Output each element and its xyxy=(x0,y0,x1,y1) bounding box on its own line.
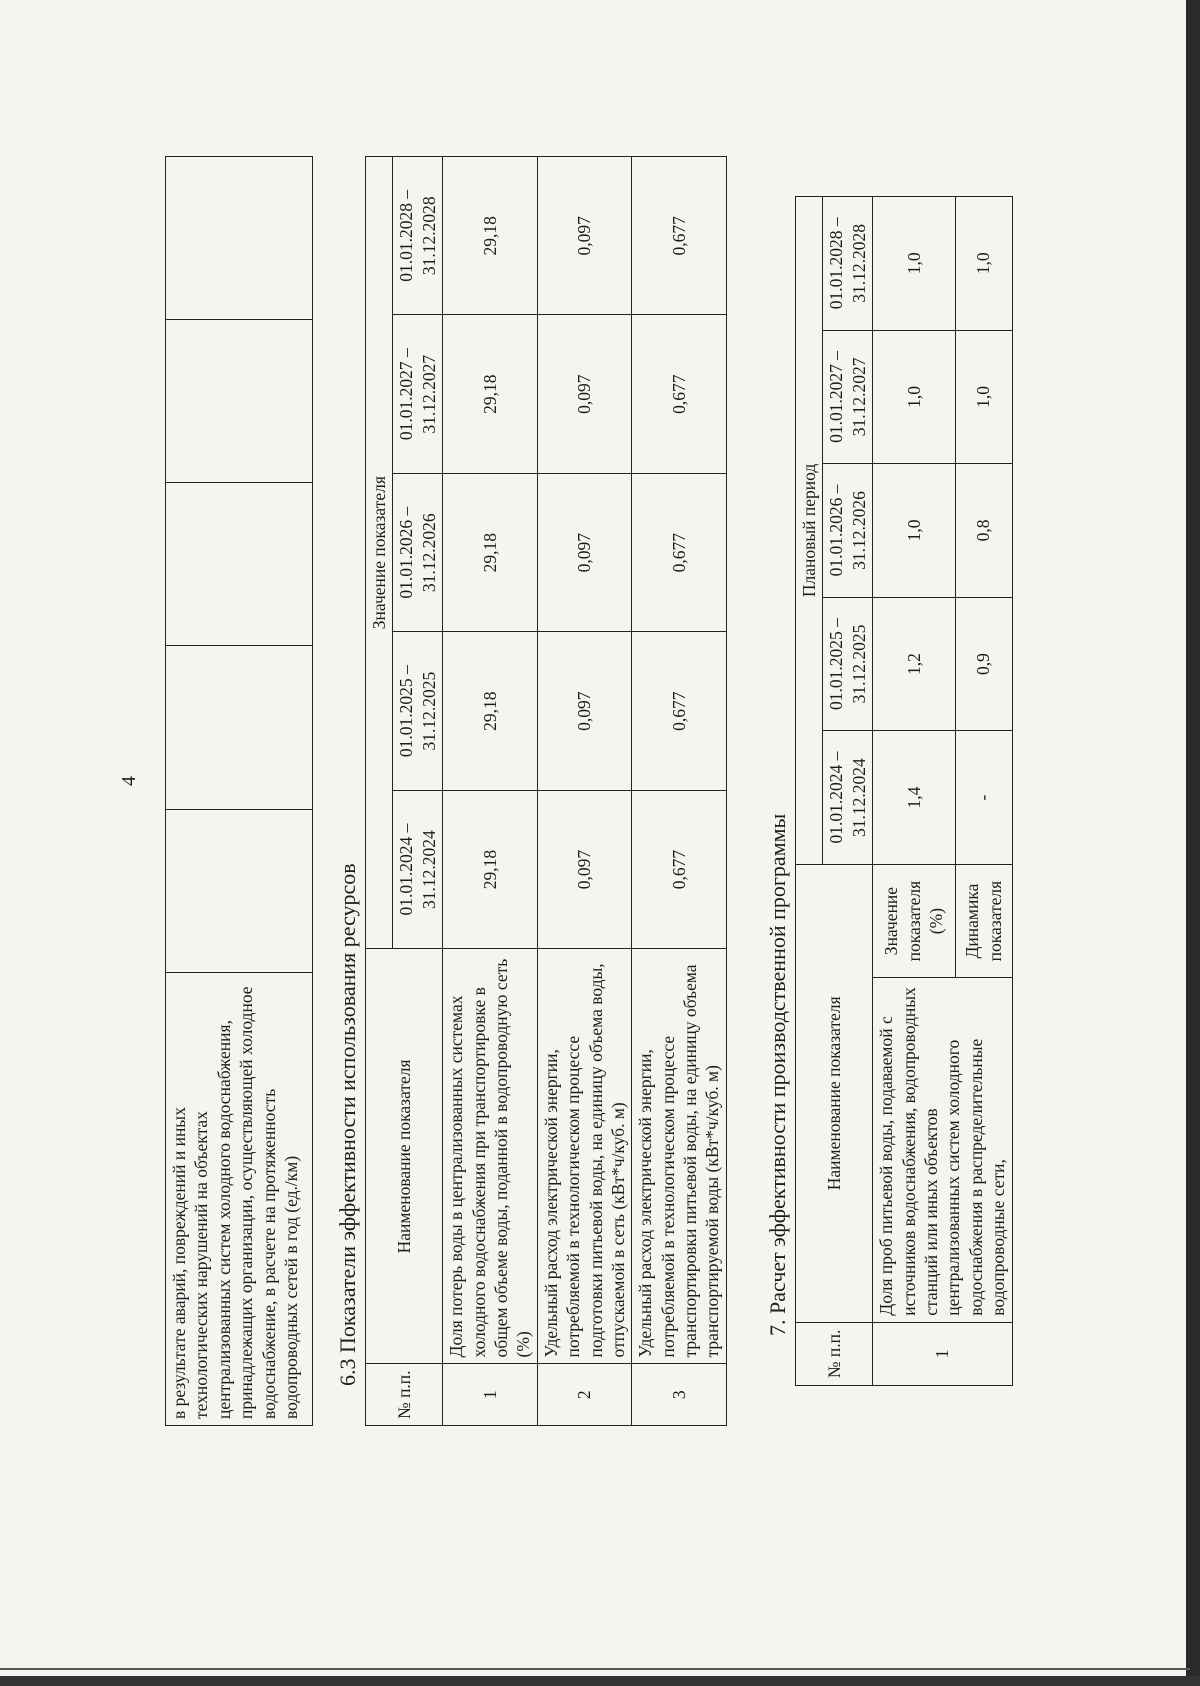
period-header: 01.01.2025 – 31.12.2025 xyxy=(823,597,873,731)
page-number: 4 xyxy=(118,776,140,786)
value-cell: 0,097 xyxy=(537,157,632,316)
section-7-title: 7. Расчет эффективности производственной программы xyxy=(765,813,790,1336)
table-row xyxy=(443,157,538,1426)
scan-edge-right xyxy=(1186,0,1200,1686)
period-header: 01.01.2024 – 31.12.2024 xyxy=(393,790,443,948)
value-cell: 0,677 xyxy=(632,473,727,631)
value-cell: 1,0 xyxy=(955,330,1012,464)
period-header: 01.01.2027 – 31.12.2027 xyxy=(393,315,443,473)
value-cell: - xyxy=(955,731,1012,865)
value-cell: 0,097 xyxy=(537,473,632,631)
value-cell: 1,0 xyxy=(873,197,955,331)
row-name: Доля потерь воды в централизованных системах холодного водоснабжения при транспортировке в общем объеме воды, поданной в водопроводную сеть (%) xyxy=(443,949,538,1364)
value-cell: 1,0 xyxy=(873,464,955,598)
col-name-header: Наименование показателя xyxy=(796,864,873,1322)
period-header: 01.01.2028 – 31.12.2028 xyxy=(823,197,873,331)
value-cell: 29,18 xyxy=(443,790,538,948)
indicator-name-cell: в результате аварий, повреждений и иных технологических нарушений на объектах централизованных систем холодного водоснабжения, принадлежащих организации, осуществляющей холодное водоснабжение, в расчете на протяженность водопроводных сетей в год (ед./км) xyxy=(166,972,313,1425)
row-num: 2 xyxy=(537,1364,632,1426)
value-cell: 1,0 xyxy=(873,330,955,464)
table-header-row xyxy=(366,157,393,1426)
value-cell: 1,0 xyxy=(955,197,1012,331)
empty-cell xyxy=(166,157,313,320)
table-row xyxy=(537,157,632,1426)
value-cell: 0,097 xyxy=(537,632,632,790)
table-row xyxy=(632,157,727,1426)
value-cell: 1,4 xyxy=(873,731,955,865)
value-cell: 1,2 xyxy=(873,597,955,731)
period-header: 01.01.2026 – 31.12.2026 xyxy=(393,473,443,631)
value-cell: 29,18 xyxy=(443,632,538,790)
program-efficiency-table xyxy=(795,196,1013,1386)
section-6-3-title: 6.3 Показатели эффективности использования ресурсов xyxy=(335,863,360,1386)
value-cell: 29,18 xyxy=(443,315,538,473)
value-cell: 29,18 xyxy=(443,157,538,316)
value-cell: 0,677 xyxy=(632,790,727,948)
empty-cell xyxy=(166,809,313,972)
period-header: 01.01.2025 – 31.12.2025 xyxy=(393,632,443,790)
empty-cell xyxy=(166,483,313,646)
col-num-header: № п.п. xyxy=(796,1322,873,1385)
row-name: Доля проб питьевой воды, подаваемой с источников водоснабжения, водопроводных станций или иных объектов централизованных систем холодного водоснабжения в распределительные водопроводные сети, xyxy=(873,978,1012,1322)
table-row xyxy=(873,197,955,1386)
row-name: Удельный расход электрической энергии, потребляемой в технологическом процессе транспортировки питьевой воды, на единицу объема транспортируемой воды (кВт*ч/куб. м) xyxy=(632,949,727,1364)
row-num: 1 xyxy=(873,1322,1012,1385)
resource-efficiency-table xyxy=(365,156,727,1426)
period-header: 01.01.2028 – 31.12.2028 xyxy=(393,157,443,316)
value-cell: 0,8 xyxy=(955,464,1012,598)
sub-label: Значение показателя (%) xyxy=(873,864,955,977)
period-header: 01.01.2024 – 31.12.2024 xyxy=(823,731,873,865)
value-cell: 29,18 xyxy=(443,473,538,631)
col-num-header: № п.п. xyxy=(366,1364,443,1426)
period-header: 01.01.2027 – 31.12.2027 xyxy=(823,330,873,464)
value-cell: 0,677 xyxy=(632,632,727,790)
continued-table xyxy=(165,156,313,1426)
col-planned-header: Плановый период xyxy=(796,197,823,865)
value-cell: 0,097 xyxy=(537,790,632,948)
period-header: 01.01.2026 – 31.12.2026 xyxy=(823,464,873,598)
col-name-header: Наименование показателя xyxy=(366,949,443,1364)
value-cell: 0,677 xyxy=(632,157,727,316)
empty-cell xyxy=(166,646,313,809)
sub-label: Динамика показателя xyxy=(955,864,1012,977)
value-cell: 0,097 xyxy=(537,315,632,473)
empty-cell xyxy=(166,320,313,483)
table-row xyxy=(166,157,313,1426)
table-header-row xyxy=(796,197,823,1386)
value-cell: 0,9 xyxy=(955,597,1012,731)
value-cell: 0,677 xyxy=(632,315,727,473)
row-num: 1 xyxy=(443,1364,538,1426)
col-value-header: Значение показателя xyxy=(366,157,393,949)
row-name: Удельный расход электрической энергии, потребляемой в технологическом процессе подготовки питьевой воды, на единицу объема воды, отпускаемой в сеть (кВт*ч/куб. м) xyxy=(537,949,632,1364)
row-num: 3 xyxy=(632,1364,727,1426)
